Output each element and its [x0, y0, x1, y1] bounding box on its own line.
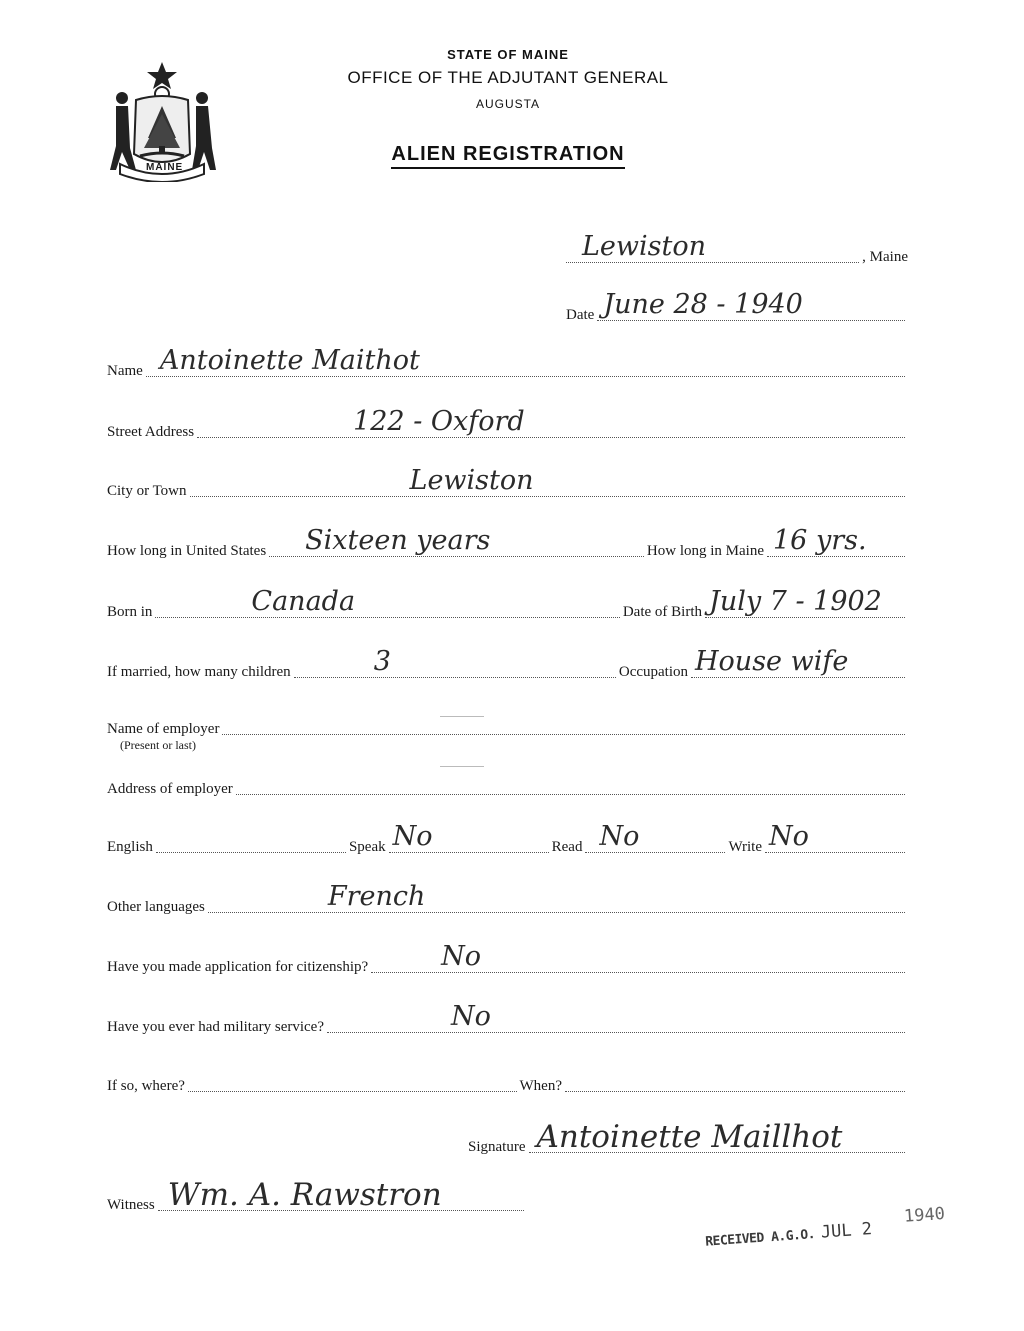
city-label: City or Town: [107, 483, 187, 499]
date-row: [566, 289, 908, 324]
english-line: [156, 838, 346, 853]
witness-row: [107, 1177, 527, 1214]
place-suffix: , Maine: [862, 249, 908, 265]
witness-label: Witness: [107, 1197, 155, 1213]
dob-value: July 7 - 1902: [709, 586, 882, 617]
read-line: [585, 821, 725, 853]
header-state: STATE OF MAINE: [447, 47, 569, 62]
where-row: [107, 1077, 908, 1095]
place-line: [566, 231, 859, 263]
citizenship-value: No: [441, 941, 482, 972]
occupation-line: [691, 646, 905, 678]
signature-row: [468, 1119, 908, 1156]
speak-line: [389, 821, 549, 853]
seal-lettering: MAINE: [146, 162, 184, 173]
place-row: [566, 231, 908, 266]
place-value: Lewiston: [582, 231, 707, 262]
speak-label: Speak: [348, 839, 386, 855]
city-row: [107, 465, 908, 500]
other-languages-value: French: [327, 881, 426, 912]
birth-row: [107, 586, 908, 621]
when-line: [565, 1077, 905, 1092]
city-line: [190, 465, 905, 497]
citizenship-label: Have you made application for citizenship?: [107, 959, 369, 975]
name-label: Name: [107, 363, 143, 379]
dob-label: Date of Birth: [622, 604, 702, 620]
employer-dash: [440, 716, 484, 717]
street-row: [107, 406, 908, 441]
header-city: AUGUSTA: [475, 97, 541, 111]
years-us-label: How long in United States: [107, 543, 267, 559]
other-languages-line: [208, 881, 905, 913]
write-label: Write: [728, 839, 762, 855]
date-line: [597, 289, 905, 321]
stamp-year: 1940: [903, 1203, 946, 1227]
employer-label: Name of employer: [107, 721, 220, 737]
other-languages-row: [107, 881, 908, 916]
stamp-month-day: JUL 2: [820, 1219, 873, 1243]
years-maine-line: [767, 525, 905, 557]
occupation-value: House wife: [695, 646, 849, 677]
signature-value: Antoinette Maillhot: [536, 1119, 843, 1155]
employer-address-row: [107, 780, 908, 798]
street-label: Street Address: [107, 424, 195, 440]
citizenship-line: [371, 941, 905, 973]
name-line: [146, 345, 905, 377]
date-value: June 28 - 1940: [603, 289, 803, 320]
date-label: Date: [566, 307, 595, 323]
read-value: No: [599, 821, 640, 852]
signature-line: [529, 1119, 906, 1155]
military-row: [107, 1001, 908, 1036]
employer-sublabel: (Present or last): [120, 738, 196, 752]
employer-address-line: [236, 780, 905, 795]
write-line: [765, 821, 905, 853]
years-maine-label: How long in Maine: [646, 543, 764, 559]
where-label: If so, where?: [107, 1078, 185, 1094]
children-label: If married, how many children: [107, 664, 291, 680]
street-value: 122 - Oxford: [353, 406, 525, 437]
employer-line: [222, 720, 905, 735]
form-title: ALIEN REGISTRATION: [0, 143, 1016, 166]
born-in-label: Born in: [107, 604, 153, 620]
citizenship-row: [107, 941, 908, 976]
children-value: 3: [373, 646, 391, 677]
english-row: [107, 821, 908, 856]
street-line: [197, 406, 905, 438]
military-label: Have you ever had military service?: [107, 1019, 324, 1035]
employer-address-dash: [440, 766, 484, 767]
name-value: Antoinette Maithot: [159, 345, 420, 376]
dob-line: [705, 586, 905, 618]
speak-value: No: [392, 821, 433, 852]
residence-row: [107, 525, 908, 560]
english-label: English: [107, 839, 153, 855]
born-in-line: [155, 586, 619, 618]
born-in-value: Canada: [251, 586, 356, 617]
occupation-label: Occupation: [618, 664, 688, 680]
name-row: [107, 345, 908, 380]
read-label: Read: [551, 839, 583, 855]
employer-address-label: Address of employer: [107, 781, 233, 797]
other-languages-label: Other languages: [107, 899, 205, 915]
employer-row: [107, 720, 908, 738]
received-stamp: [704, 1199, 957, 1266]
where-line: [188, 1077, 517, 1092]
city-value: Lewiston: [409, 465, 534, 496]
stamp-received: RECEIVED A.G.O.: [704, 1227, 816, 1250]
military-value: No: [451, 1001, 491, 1032]
years-us-line: [269, 525, 644, 557]
header-office: OFFICE OF THE ADJUTANT GENERAL: [347, 68, 669, 87]
when-label: When?: [519, 1078, 562, 1094]
witness-value: Wm. A. Rawstron: [167, 1177, 442, 1213]
write-value: No: [769, 821, 809, 852]
military-line: [327, 1001, 905, 1033]
witness-line: [158, 1177, 524, 1213]
years-us-value: Sixteen years: [305, 525, 491, 556]
family-row: [107, 646, 908, 681]
signature-label: Signature: [468, 1139, 526, 1155]
children-line: [294, 646, 616, 678]
years-maine-value: 16 yrs.: [773, 525, 867, 556]
